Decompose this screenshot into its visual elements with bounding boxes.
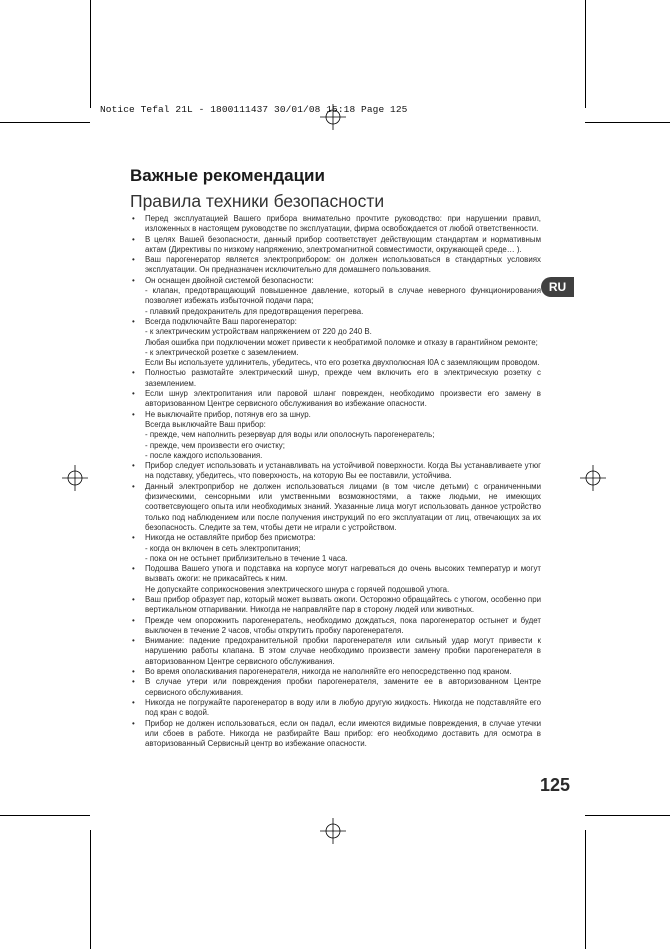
list-item-text: - прежде, чем произвести его очистку; [145, 440, 285, 450]
safety-list [132, 214, 541, 749]
registration-mark-icon [62, 465, 88, 491]
list-item-text: Не выключайте прибор, потянув его за шнур. [145, 409, 311, 419]
list-item-text: Ваш парогенератор является электроприбором: он должен использоваться в стандартных условиях эксплуатации. Он предназначен исключительно для домашнего пользования. [145, 255, 541, 275]
list-item [132, 677, 541, 698]
list-item-text: - пока он не остынет приблизительно в течение 1 часа. [145, 553, 348, 563]
list-item-text: - когда он включен в сеть электропитания; [145, 543, 301, 553]
bullet-icon: • [132, 667, 135, 677]
registration-mark-icon [580, 465, 606, 491]
list-item-text: - клапан, предотвращающий повышенное давление, который в случае неверного функционирования позволяет избежать избыточной подачи пара; [145, 286, 541, 306]
bullet-icon: • [132, 389, 135, 399]
bullet-icon: • [132, 368, 135, 378]
list-item-text: Полностью размотайте электрический шнур, прежде чем включить его в электрическую розетку с заземлением. [145, 368, 541, 388]
list-item [132, 255, 541, 276]
list-item-text: Никогда не погружайте парогенератор в воду или в любую другую жидкость. Никогда не подставляйте его под кран с водой. [145, 697, 541, 718]
list-item [132, 482, 541, 533]
list-item-text: - к электрическим устройствам напряжением от 220 до 240 В. [145, 327, 372, 337]
bullet-icon: • [132, 255, 135, 265]
page-title: Важные рекомендации [130, 166, 325, 185]
list-item-text: В случае утери или повреждения пробки парогенерателя, замените ее в авторизованном Центре сервисного обслуживания. [145, 677, 541, 697]
bullet-icon: • [132, 481, 135, 491]
list-item-text: - плавкий предохранитель для предотвращения перегрева. [145, 306, 364, 316]
list-item [132, 235, 541, 256]
list-item [132, 719, 541, 750]
list-item [132, 368, 541, 389]
crop-mark [585, 0, 586, 108]
list-item-text: - после каждого использования. [145, 450, 263, 460]
bullet-icon: • [132, 275, 135, 285]
list-item-text: - прежде, чем наполнить резервуар для воды или ополоснуть парогенератель; [145, 430, 435, 440]
list-item-text: Он оснащен двойной системой безопасности: [145, 275, 314, 285]
bullet-icon: • [132, 636, 135, 646]
list-item-text: Никогда не оставляйте прибор без присмотра: [145, 533, 316, 543]
list-item [132, 410, 541, 461]
list-item-text: Если шнур электропитания или паровой шланг поврежден, необходимо произвести его замену в авторизованном Центре сервисного обслуживания во избежание опасности. [145, 389, 541, 409]
list-item-text: Всегда подключайте Ваш парогенератор: [145, 316, 297, 326]
bullet-icon: • [132, 677, 135, 687]
bullet-icon: • [132, 718, 135, 728]
list-item [132, 595, 541, 616]
language-tab: RU [541, 277, 574, 297]
list-item [132, 317, 541, 368]
crop-mark [585, 830, 586, 949]
bullet-icon: • [132, 594, 135, 604]
list-item-text: Прежде чем опорожнить парогенератель, необходимо дождаться, пока парогенератор остынет и будет выключен в течение 2 часов, чтобы открутить пробку парогенерателя. [145, 615, 541, 635]
bullet-icon: • [132, 316, 135, 326]
bullet-icon: • [132, 615, 135, 625]
page-number: 125 [540, 775, 571, 795]
crop-mark [90, 830, 91, 949]
list-item-text: В целях Вашей безопасности, данный прибор соответствует действующим стандартам и нормативным актам (Директивы по низкому напряжению, электромагнитной совместимости, окружающей среде… ). [145, 234, 541, 254]
bullet-icon: • [132, 533, 135, 543]
list-item [132, 698, 541, 719]
list-item-text: Внимание: падение предохранительной пробки парогенерателя или сильный удар могут привести к нарушению работы клапана. В этом случае необходимо произвести замену пробки парогенерателя в авторизованном Центре сервисного обслуживания. [145, 636, 541, 666]
list-item [132, 564, 541, 595]
list-item-text: Прибор следует использовать и устанавливать на устойчивой поверхности. Когда Вы устанавливаете утюг на подставку, убедитесь, что поверхность, на которую Вы ее поставили, устойчива. [145, 461, 541, 481]
print-slug: Notice Tefal 21L - 1800111437 30/01/08 15:18 Page 125 [100, 104, 408, 115]
list-item [132, 667, 541, 677]
crop-mark [90, 0, 91, 108]
list-item-text: Подошва Вашего утюга и подставка на корпусе могут нагреваться до очень высоких температур и могут вызвать ожоги: не прикасайтесь к ним. [145, 564, 541, 584]
bullet-icon: • [132, 461, 135, 471]
list-item [132, 533, 541, 564]
list-item [132, 616, 541, 637]
section-title: Правила техники безопасности [130, 191, 385, 211]
list-item-text: Всегда выключайте Ваш прибор: [145, 419, 266, 429]
bullet-icon: • [132, 409, 135, 419]
bullet-icon: • [132, 234, 135, 244]
crop-mark [585, 122, 670, 123]
list-item [132, 461, 541, 482]
list-item-text: Во время ополаскивания парогенерателя, никогда не наполняйте его непосредственно под краном. [145, 667, 512, 677]
list-item-text: Перед эксплуатацией Вашего прибора внимательно прочтите руководство: при нарушении правил, изложенных в настоящем руководстве по эксплуатации, фирма освобождается от любой ответственности. [145, 214, 541, 234]
list-item-text: Любая ошибка при подключении может привести к необратимой поломке и отказу в гарантийном ремонте; [145, 337, 538, 347]
crop-mark [0, 122, 90, 123]
list-item-text: - к электрической розетке с заземлением. [145, 347, 299, 357]
list-item [132, 636, 541, 667]
list-item-text: Ваш прибор образует пар, который может вызвать ожоги. Осторожно обращайтесь с утюгом, особенно при вертикальном отпаривании. Никогда не направляйте пар в сторону людей или животных. [145, 594, 541, 615]
list-item [132, 389, 541, 410]
list-item [132, 276, 541, 317]
list-item-text: Не допускайте соприкосновения электрического шнура с горячей подошвой утюга. [145, 584, 450, 594]
crop-mark [585, 815, 670, 816]
bullet-icon: • [132, 697, 135, 707]
list-item [132, 214, 541, 235]
registration-mark-icon [320, 818, 346, 844]
list-item-text: Прибор не должен использоваться, если он падал, если имеются видимые повреждения, в случае утечки или сбоев в работе. Никогда не разбирайте Ваш прибор: его необходимо доставить для осмотра в авторизованный Сервисный центр во избежание опасности. [145, 718, 541, 749]
crop-mark [0, 815, 90, 816]
list-item-text: Если Вы используете удлинитель, убедитесь, что его розетка двухполюсная I0A с заземляющим проводом. [145, 358, 540, 368]
list-item-text: Данный электроприбор не должен использоваться лицами (в том числе детьми) с ограниченными физическими, сенсорными или умственными возможностями, а также людьми, не имеющих соответсвующего опыта или необходимых знаний. Указанные лица могут использовать данное устройство только под наблюдением или после получения инструкций по его эксплуатации от лиц, отвечающих за их безопасность. Следите за тем, чтобы дети не играли с устройством. [145, 481, 541, 532]
bullet-icon: • [132, 214, 135, 223]
bullet-icon: • [132, 564, 135, 574]
